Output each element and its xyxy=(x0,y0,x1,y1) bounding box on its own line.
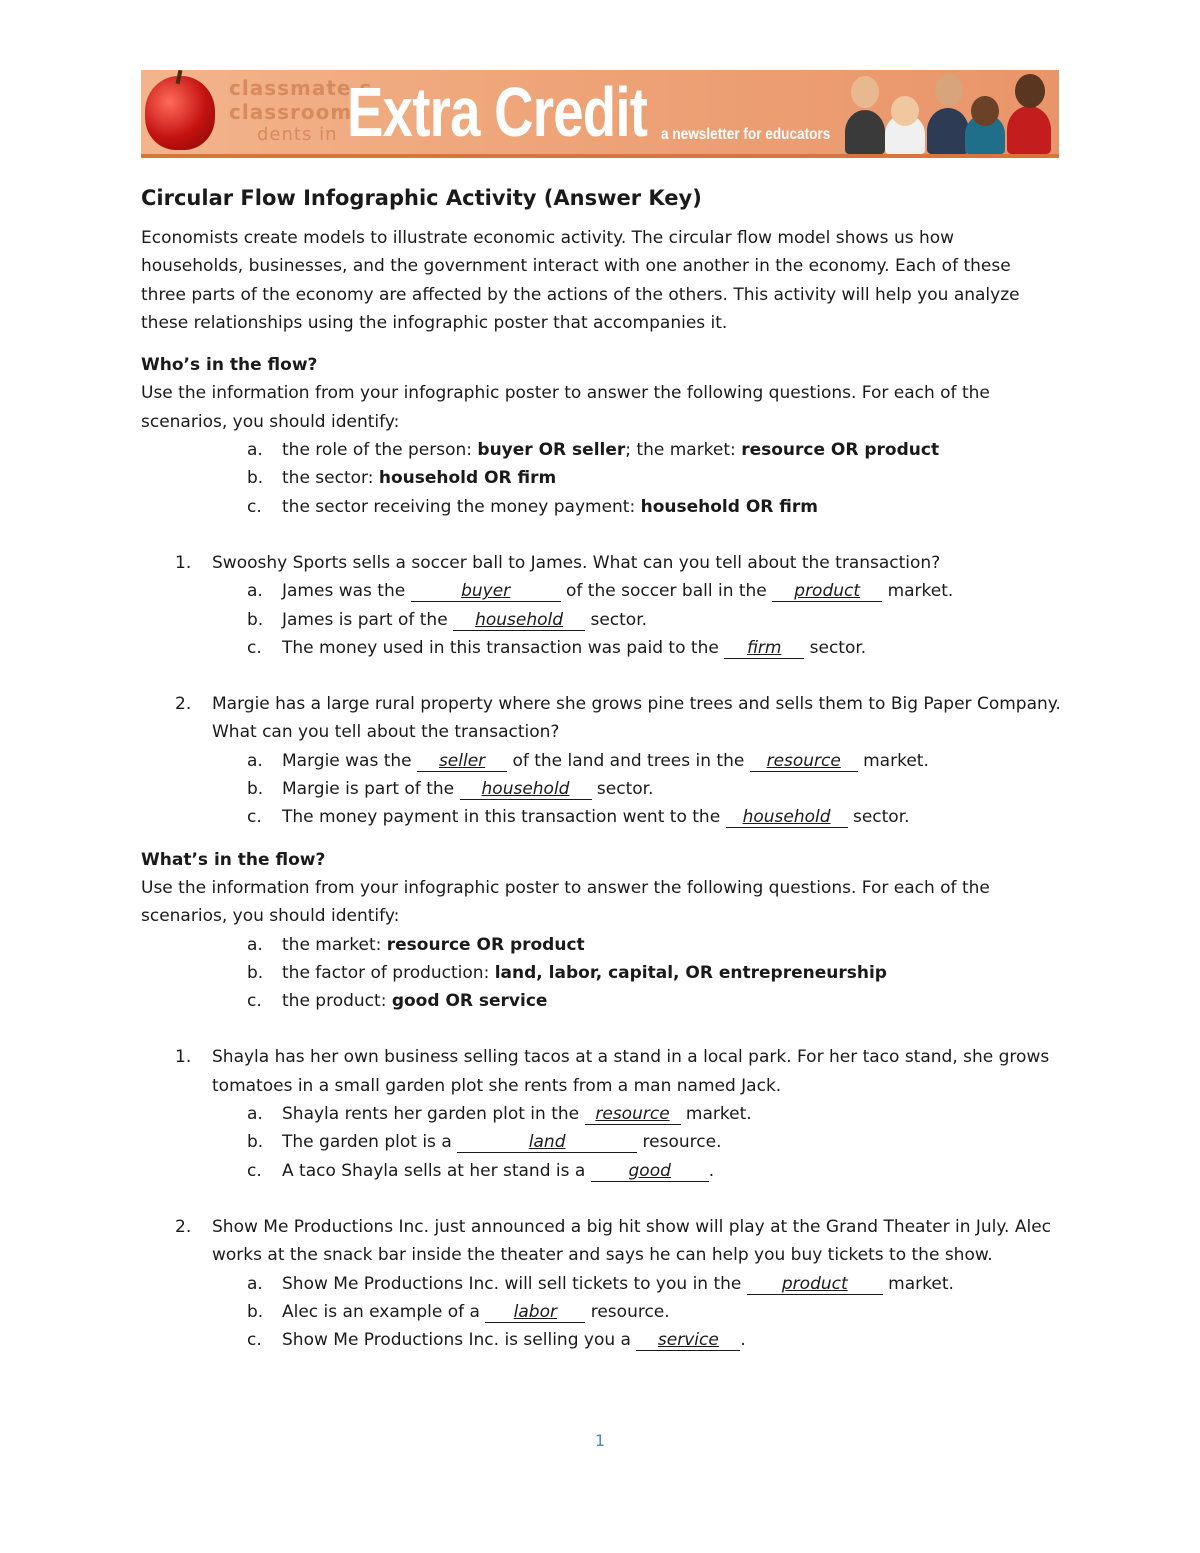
answer-blank: household xyxy=(726,807,848,828)
answer-item: a. Shayla rents her garden plot in the resource market. xyxy=(247,1104,752,1125)
criteria-item: b. the factor of production: land, labor, capital, OR entrepreneurship xyxy=(247,962,887,983)
criteria-item: a. the role of the person: buyer OR seller; the market: resource OR product xyxy=(247,440,940,461)
answer-blank: land xyxy=(457,1132,637,1153)
answer-list xyxy=(212,747,1061,832)
banner-ghost-text: classmate s xyxy=(229,76,373,100)
answer-blank: product xyxy=(772,581,882,602)
answer-item: a. Show Me Productions Inc. will sell tickets to you in the product market. xyxy=(247,1273,954,1294)
section-instructions: Use the information from your infographic poster to answer the following questions. For each of the scenarios, you should identify: xyxy=(141,383,990,432)
answer-list xyxy=(212,577,1061,662)
document-title: Circular Flow Infographic Activity (Answer Key) xyxy=(141,186,702,210)
answer-list xyxy=(212,1100,1061,1185)
criteria-item: b. the sector: household OR firm xyxy=(247,468,557,489)
section-heading-who: Who’s in the flow? xyxy=(141,355,318,376)
banner-tagline: a newsletter for educators xyxy=(661,126,831,143)
answer-item: c. A taco Shayla sells at her stand is a good . xyxy=(247,1160,715,1181)
answer-blank: product xyxy=(747,1274,883,1295)
students-photo xyxy=(831,70,1059,154)
answer-blank: good xyxy=(591,1161,709,1182)
criteria-item: c. the sector receiving the money payment: household OR firm xyxy=(247,496,818,517)
answer-blank: service xyxy=(636,1330,740,1351)
answer-item: b. James is part of the household sector. xyxy=(247,609,648,630)
answer-blank: firm xyxy=(724,638,804,659)
answer-blank: resource xyxy=(750,751,858,772)
answer-blank: household xyxy=(460,779,592,800)
page-number: 1 xyxy=(594,1431,606,1450)
answer-item: b. The garden plot is a land resource. xyxy=(247,1132,722,1153)
question-text: Swooshy Sports sells a soccer ball to James. What can you tell about the transaction? xyxy=(212,552,941,573)
section-instructions: Use the information from your infographic poster to answer the following questions. For each of the scenarios, you should identify: xyxy=(141,877,990,927)
banner-ghost-text: dents in xyxy=(257,124,338,145)
question-text: Shayla has her own business selling tacos at a stand in a local park. For her taco stand, she grows tomatoes in a small garden plot she rents from a man named Jack. xyxy=(212,1047,1050,1096)
answer-item: c. Show Me Productions Inc. is selling you a service . xyxy=(247,1330,746,1351)
intro-paragraph: Economists create models to illustrate economic activity. The circular flow model shows us how households, businesses, and the government interact with one another in the economy. Each of these three parts of the economy are affected by the actions of the others. This activity will help you analyze these relationships using the infographic poster that accompanies it. xyxy=(141,228,1020,333)
answer-item: c. The money payment in this transaction went to the household sector. xyxy=(247,807,910,828)
answer-blank: household xyxy=(453,610,585,631)
question-block: 2. Margie has a large rural property where she grows pine trees and sells them to Big Paper Company. What can you tell about the transaction? a. Margie was the seller of the land and trees in the resource market. b. Margie is part of the household sector. c. The money payment in this transaction went to the household sector. xyxy=(141,690,1061,831)
question-block: 1. Swooshy Sports sells a soccer ball to James. What can you tell about the transaction? a. James was the buyer of the soccer ball in the product market. b. James is part of the household sector. c. The money used in this transaction was paid to the firm sector. xyxy=(141,549,1061,662)
question-text: Margie has a large rural property where she grows pine trees and sells them to Big Paper Company. What can you tell about the transaction? xyxy=(212,694,1061,743)
banner-ghost-text: classroom xyxy=(229,100,353,124)
criteria-item: c. the product: good OR service xyxy=(247,991,548,1012)
question-block: 2. Show Me Productions Inc. just announced a big hit show will play at the Grand Theater in July. Alec works at the snack bar inside the theater and says he can help you buy tickets to the show. a. Show Me Productions Inc. will sell tickets to you in the product market. b. Alec is an example of a labor resource. c. Show Me Productions Inc. is selling you a service . xyxy=(141,1213,1061,1354)
answer-item: a. Margie was the seller of the land and trees in the resource market. xyxy=(247,750,929,771)
answer-blank: buyer xyxy=(411,581,561,602)
answer-blank: resource xyxy=(585,1104,681,1125)
answer-blank: labor xyxy=(485,1302,585,1323)
document-body xyxy=(141,178,1061,1354)
answer-blank: seller xyxy=(417,751,507,772)
banner-title: Extra Credit xyxy=(347,73,648,151)
answer-item: a. James was the buyer of the soccer ball in the product market. xyxy=(247,581,954,602)
criteria-item: a. the market: resource OR product xyxy=(247,934,585,955)
answer-item: b. Alec is an example of a labor resource. xyxy=(247,1301,670,1322)
question-text: Show Me Productions Inc. just announced a big hit show will play at the Grand Theater in July. Alec works at the snack bar inside the theater and says he can help you buy tickets to the show. xyxy=(212,1216,1052,1266)
criteria-list xyxy=(141,436,1061,521)
section-heading-what: What’s in the flow? xyxy=(141,849,326,870)
answer-item: b. Margie is part of the household sector. xyxy=(247,779,654,800)
answer-list xyxy=(212,1270,1061,1355)
answer-item: c. The money used in this transaction was paid to the firm sector. xyxy=(247,637,867,658)
apple-icon xyxy=(145,76,215,150)
header-banner xyxy=(141,70,1059,158)
question-block: 1. Shayla has her own business selling tacos at a stand in a local park. For her taco stand, she grows tomatoes in a small garden plot she rents from a man named Jack. a. Shayla rents her garden plot in the resource market. b. The garden plot is a land resource. c. A taco Shayla sells at her stand is a good . xyxy=(141,1043,1061,1184)
criteria-list xyxy=(141,931,1061,1016)
